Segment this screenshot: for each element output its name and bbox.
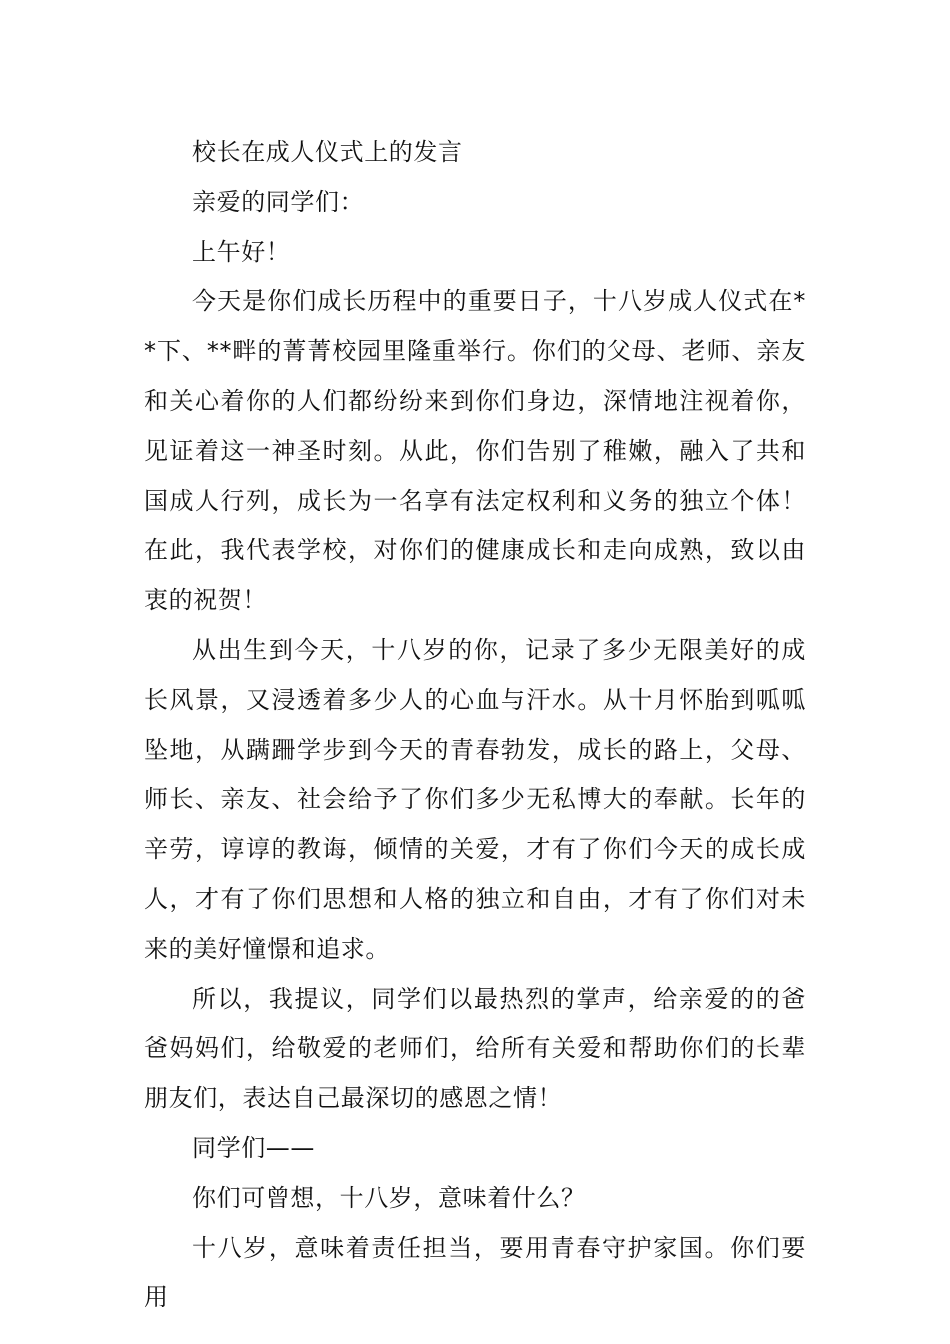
paragraph-ceremony: 今天是你们成长历程中的重要日子，十八岁成人仪式在**下、**畔的菁菁校园里隆重举行。你们的父母、老师、亲友和关心着你的人们都纷纷来到你们身边，深情地注视着你，见证着这一神圣时刻。从此，你们告别了稚嫩，融入了共和国成人行列，成长为一名享有法定权利和义务的独立个体！在此，我代表学校，对你们的健康成长和走向成熟，致以由衷的祝贺！ (144, 287, 806, 615)
speech-title: 校长在成人仪式上的发言 (192, 138, 463, 166)
document-page (144, 128, 806, 1323)
paragraph-gratitude: 所以，我提议，同学们以最热烈的掌声，给亲爱的的爸爸妈妈们，给敬爱的老师们，给所有关爱和帮助你们的长辈朋友们，表达自己最深切的感恩之情！ (144, 984, 806, 1113)
question-line: 你们可曾想，十八岁，意味着什么？ (192, 1183, 586, 1212)
paragraph-responsibility: 十八岁，意味着责任担当，要用青春守护家国。你们要用 (144, 1233, 806, 1312)
address-students: 同学们—— (192, 1133, 315, 1162)
paragraph-growth: 从出生到今天，十八岁的你，记录了多少无限美好的成长风景，又浸透着多少人的心血与汗水。从十月怀胎到呱呱坠地，从蹒跚学步到今天的青春勃发，成长的路上，父母、师长、亲友、社会给予了你们多少无私博大的奉献。长年的辛劳，谆谆的教诲，倾情的关爱，才有了你们今天的成长成人，才有了你们思想和人格的独立和自由，才有了你们对未来的美好憧憬和追求。 (144, 635, 806, 963)
greeting: 上午好！ (192, 237, 291, 266)
salutation: 亲爱的同学们： (192, 187, 365, 216)
